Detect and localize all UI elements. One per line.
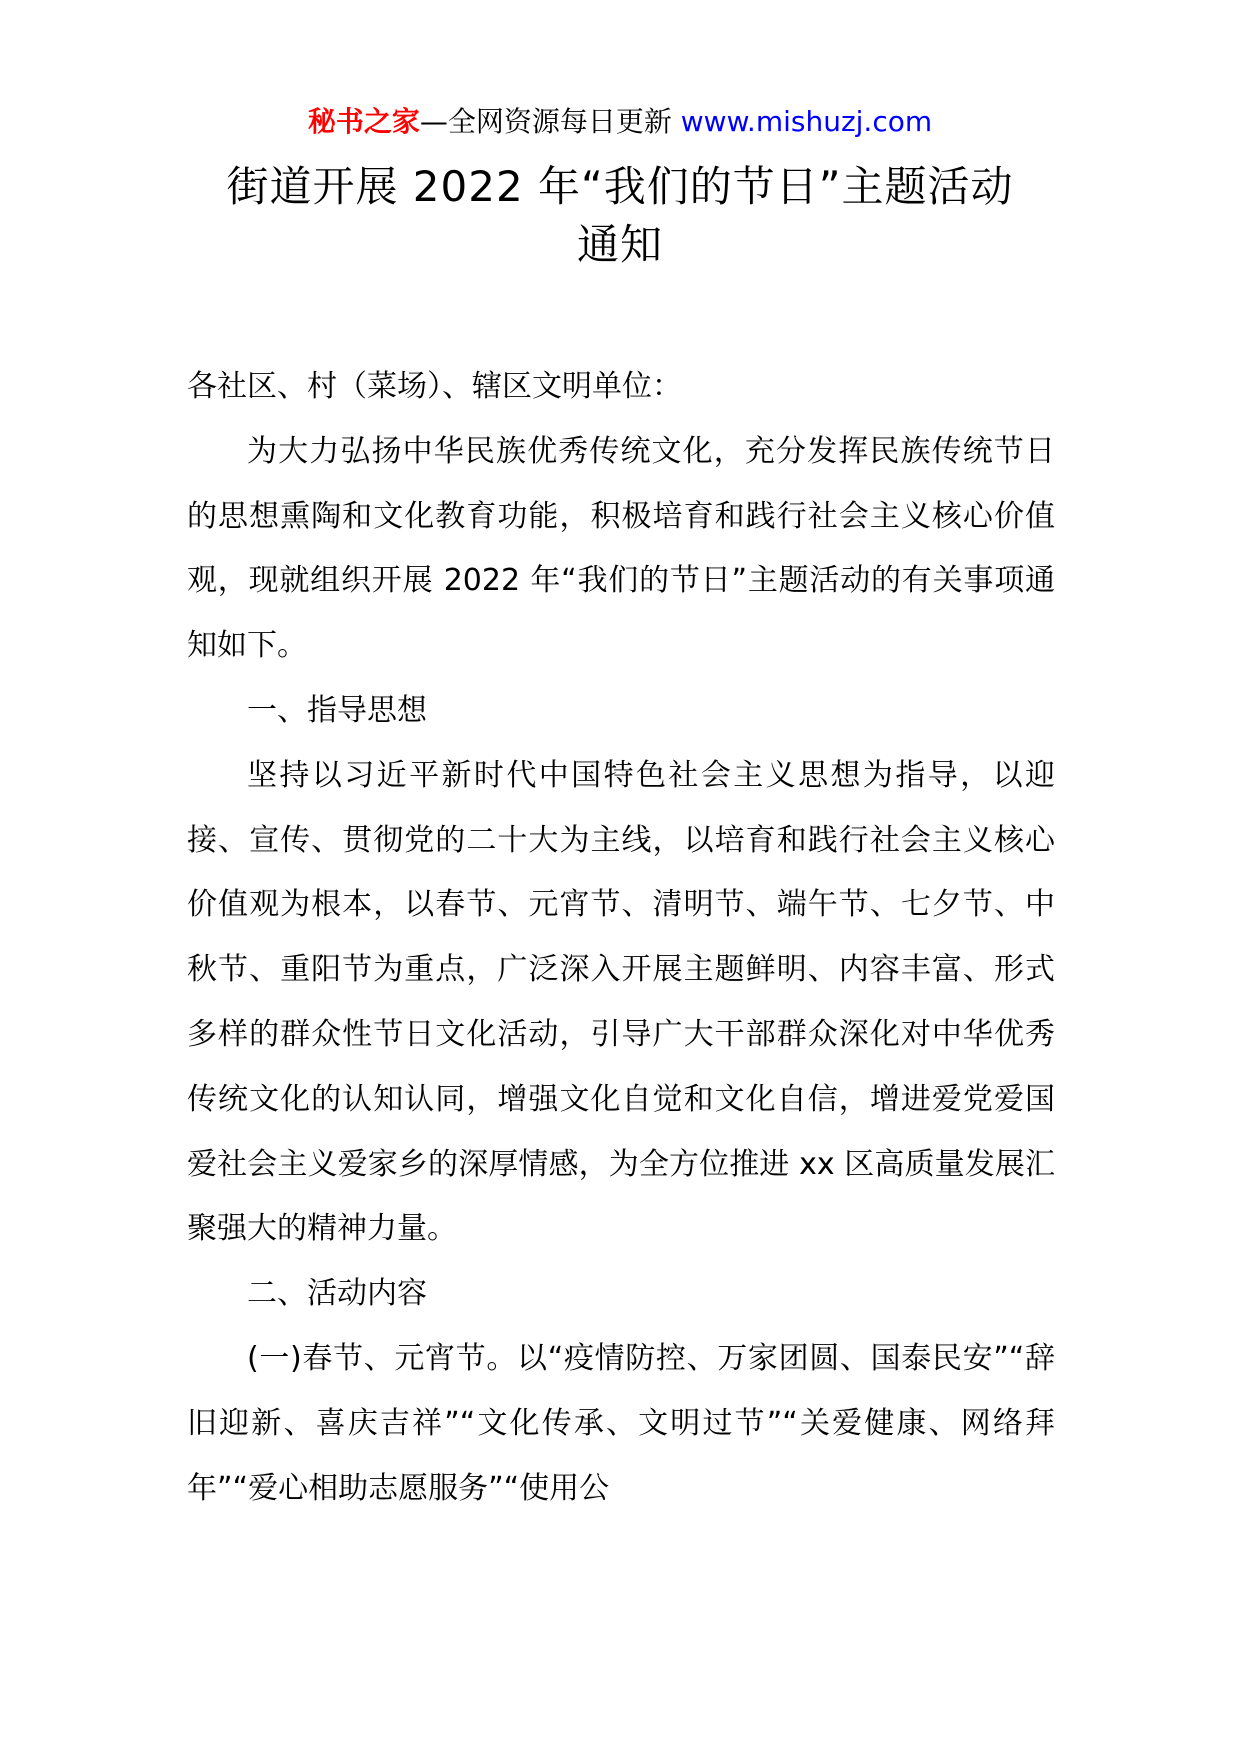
activity-item-spring-festival: (一)春节、元宵节。以“疫情防控、万家团圆、国泰民安”“辞旧迎新、喜庆吉祥”“文化传承、文明过节”“关爱健康、网络拜年”“爱心相助志愿服务”“使用公 [187,1340,1055,1506]
document-body [187,355,1055,1521]
salutation: 各社区、村（菜场）、辖区文明单位： [187,369,682,404]
site-header [0,102,1240,142]
guiding-ideology-paragraph: 坚持以习近平新时代中国特色社会主义思想为指导，以迎接、宣传、贯彻党的二十大为主线，以培育和践行社会主义核心价值观为根本，以春节、元宵节、清明节、端午节、七夕节、中秋节、重阳节为重点，广泛深入开展主题鲜明、内容丰富、形式多样的群众性节日文化活动，引导广大干部群众深化对中华优秀传统文化的认知认同，增强文化自觉和文化自信，增进爱党爱国爱社会主义爱家乡的深厚情感，为全方位推进 xx 区高质量发展汇聚强大的精神力量。 [187,757,1055,1247]
header-slogan: —全网资源每日更新 [419,105,681,138]
document-title [150,158,1090,274]
section-heading-guiding-ideology: 一、指导思想 [247,692,427,728]
title-line-1: 街道开展 2022 年“我们的节日”主题活动 [226,162,1014,211]
brand-name: 秘书之家 [307,105,420,138]
site-url-link[interactable]: www.mishuzj.com [680,105,933,138]
title-line-2: 通知 [576,220,663,269]
intro-paragraph: 为大力弘扬中华民族优秀传统文化，充分发挥民族传统节日的思想熏陶和文化教育功能，积极培育和践行社会主义核心价值观，现就组织开展 2022 年“我们的节日”主题活动的有关事项通知如下。 [187,433,1055,664]
section-heading-activity-content: 二、活动内容 [247,1276,427,1312]
